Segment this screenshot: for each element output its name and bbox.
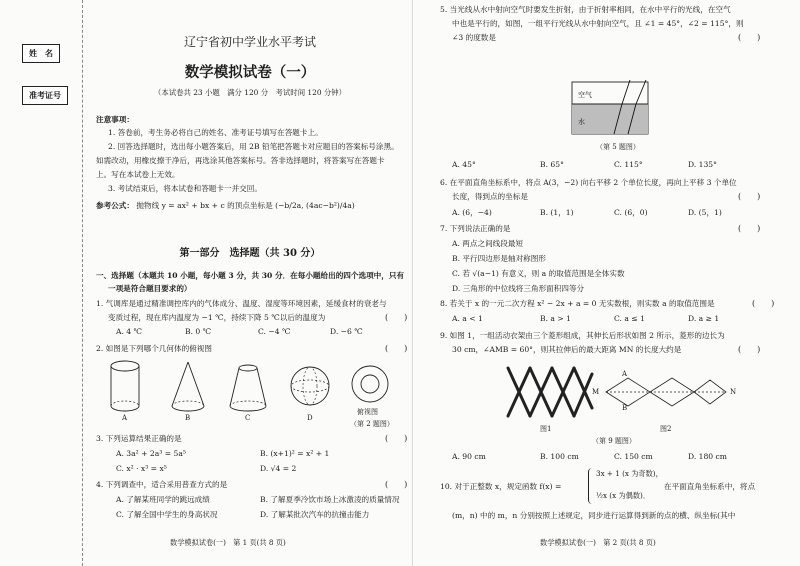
point-m-label: M xyxy=(592,388,600,396)
q1-option-c: C. −4 ℃ xyxy=(258,327,291,336)
q8-option-d: D. a ≥ 1 xyxy=(688,314,720,323)
q3-option-c: C. x² · x³ = x⁵ xyxy=(116,464,167,473)
q9-option-c: C. 150 cm xyxy=(614,452,653,461)
q9-figure-1 xyxy=(500,360,600,422)
note-line: 1. 答卷前，考生务必将自己的姓名、准考证号填写在答题卡上。 xyxy=(108,128,323,137)
answer-paren: ( ) xyxy=(385,480,408,489)
q5-stem: 中也是平行的，如图，一组平行光线从水中射向空气，且 ∠1 = 45°，∠2 = 115°，则 xyxy=(452,19,744,28)
top-view-figure xyxy=(352,366,388,402)
exam-subtitle: （本试卷共 23 小题 满分 120 分 考试时间 120 分钟） xyxy=(153,88,347,97)
section-title: 第一部分 选择题（共 30 分） xyxy=(179,248,321,259)
q7-option-c: C. 若 √(a−1) 有意义，则 a 的取值范围是全体实数 xyxy=(452,269,625,278)
air-label: 空气 xyxy=(578,91,592,99)
q5-caption: （第 5 题图） xyxy=(596,143,640,151)
point-a-label: A xyxy=(622,370,628,378)
formula-vertex: (−b/2a, (4ac−b²)/4a) xyxy=(275,201,355,210)
q3-option-b: B. (x+1)² = x² + 1 xyxy=(260,449,330,458)
q9-figure-2 xyxy=(600,374,730,410)
cylinder-figure xyxy=(111,361,139,411)
q4-option-c: C. 了解全国中学生的身高状况 xyxy=(116,510,218,519)
q1-option-a: A. 4 ℃ xyxy=(116,327,143,336)
q5-option-c: C. 115° xyxy=(614,160,643,169)
q5-option-a: A. 45° xyxy=(452,160,476,169)
binding-line xyxy=(82,0,83,566)
fig-label-a: A xyxy=(122,414,128,422)
q8-stem: 8. 若关于 x 的一元二次方程 x² − 2x + a = 0 无实数根，则实数 a 的取值范围是 xyxy=(440,299,715,308)
q9-option-b: B. 100 cm xyxy=(540,452,579,461)
page-fold xyxy=(412,0,413,566)
q1-stem: 1. 气调库是通过精准调控库内的气体成分、温度、湿度等环境因素，延缓食材的衰老与 xyxy=(96,299,387,308)
q6-stem: 长度，得到点的坐标是 xyxy=(452,192,528,201)
q10-case-even: ½x (x 为偶数)． xyxy=(596,491,651,500)
q5-option-d: D. 135° xyxy=(688,160,717,169)
fig2-label: 图2 xyxy=(660,425,672,433)
q7-stem: 7. 下列说法正确的是 xyxy=(440,224,511,233)
exam-header: 辽宁省初中学业水平考试 xyxy=(183,35,316,49)
q10-stem: (m，n) 中的 m，n 分别按照上述规定，同步进行运算得到新的点的横、纵坐标(其中 xyxy=(452,511,736,520)
q4-option-a: A. 了解某班同学的跳远成绩 xyxy=(116,495,210,504)
q5-option-b: B. 65° xyxy=(540,160,564,169)
formula-text: 抛物线 y = ax² + bx + c 的顶点坐标是 xyxy=(136,201,273,210)
section-instruction: 一、选择题（本题共 10 小题，每小题 3 分，共 30 分．在每小题给出的四个选项中，只有 xyxy=(96,271,405,280)
q8-option-a: A. a < 1 xyxy=(452,314,483,323)
q7-option-a: A. 两点之间线段最短 xyxy=(452,239,524,248)
q6-option-c: C. (6，0) xyxy=(614,208,648,217)
q9-caption: （第 9 题图） xyxy=(592,437,636,445)
q10-stem: 10. 对于正整数 x，规定函数 f(x) = xyxy=(440,482,562,491)
piecewise-brace xyxy=(588,468,594,504)
exam-title: 数学模拟试卷（一） xyxy=(184,64,316,81)
water-label: 水 xyxy=(578,118,585,126)
q3-stem: 3. 下列运算结果正确的是 xyxy=(96,434,182,443)
formula-label: 参考公式： xyxy=(96,201,134,210)
top-view-label: 俯视图 xyxy=(357,408,378,416)
cone-figure xyxy=(172,362,204,411)
sphere-figure xyxy=(291,367,329,405)
q8-option-c: C. a ≤ 1 xyxy=(614,314,645,323)
q7-option-d: D. 三角形的中位线将三角形面积四等分 xyxy=(452,284,585,293)
q4-option-d: D. 了解某批次汽车的抗撞击能力 xyxy=(260,510,370,519)
fig-label-d: D xyxy=(307,414,313,422)
q5-stem: 5. 当光线从水中射向空气时要发生折射，由于折射率相同，在水中平行的光线，在空气 xyxy=(440,5,731,14)
notes-heading: 注意事项： xyxy=(96,115,134,124)
fig-label-b: B xyxy=(185,414,191,422)
q2-stem: 2. 如图是下列哪个几何体的俯视图 xyxy=(96,344,212,353)
q6-option-b: B. (1，1) xyxy=(540,208,574,217)
q5-figure xyxy=(566,78,662,138)
answer-paren: ( ) xyxy=(385,313,408,322)
name-box xyxy=(22,44,60,63)
frustum-figure xyxy=(230,365,266,411)
q7-option-b: B. 平行四边形是轴对称图形 xyxy=(452,254,546,263)
page-footer-left: 数学模拟试卷(一) 第 1 页(共 8 页) xyxy=(170,538,286,547)
q3-option-d: D. √4 = 2 xyxy=(260,464,297,473)
q4-option-b: B. 了解夏季冷饮市场上冰激凌的质量情况 xyxy=(260,495,400,504)
ticket-number-box xyxy=(22,86,68,105)
note-line: 2. 回答选择题时，选出每小题答案后，用 2B 铅笔把答题卡对应题目的答案标号涂黑。 xyxy=(108,142,399,151)
answer-paren: ( ) xyxy=(738,224,761,233)
fig1-label: 图1 xyxy=(540,425,552,433)
q1-option-d: D. −6 ℃ xyxy=(330,327,363,336)
point-n-label: N xyxy=(730,388,737,396)
point-b-label: B xyxy=(622,404,628,412)
q9-stem: 30 cm，∠AMB = 60°，则其拉伸后的最大距离 MN 的长度大约是 xyxy=(452,345,682,354)
answer-paren: ( ) xyxy=(738,33,761,42)
note-line: 3. 考试结束后，将本试卷和答题卡一并交回。 xyxy=(108,184,262,193)
answer-paren: ( ) xyxy=(738,345,761,354)
ticket-label: 准考证号 xyxy=(29,90,61,100)
q5-stem: ∠3 的度数是 xyxy=(452,33,496,42)
q3-option-a: A. 3a² + 2a³ = 5a⁵ xyxy=(116,449,186,458)
q6-option-d: D. (5，1) xyxy=(688,208,722,217)
q9-stem: 9. 如图 1，一组活动衣架由三个菱形组成，其伸长后形状如图 2 所示，菱形的边长为 xyxy=(440,331,725,340)
answer-paren: ( ) xyxy=(385,434,408,443)
note-line: 上。写在本试卷上无效。 xyxy=(96,170,180,179)
q10-stem: 在平面直角坐标系中，将点 xyxy=(664,482,756,491)
answer-paren: ( ) xyxy=(752,299,775,308)
answer-paren: ( ) xyxy=(385,344,408,353)
q10-case-odd: 3x + 1 (x 为奇数)， xyxy=(596,469,663,478)
q1-option-b: B. 0 ℃ xyxy=(185,327,212,336)
section-instruction: 一项是符合题目要求的） xyxy=(108,284,192,293)
q9-option-d: D. 180 cm xyxy=(688,452,728,461)
q9-option-a: A. 90 cm xyxy=(452,452,486,461)
q6-stem: 6. 在平面直角坐标系中，将点 A(3，−2) 向右平移 2 个单位长度，再向上平移 3 个单位 xyxy=(440,178,737,187)
q4-stem: 4. 下列调查中，适合采用普查方式的是 xyxy=(96,480,228,489)
answer-paren: ( ) xyxy=(738,192,761,201)
note-line: 如需改动，用橡皮擦干净后，再选涂其他答案标号。答非选择题时，将答案写在答题卡 xyxy=(96,156,385,165)
q8-option-b: B. a > 1 xyxy=(540,314,571,323)
q6-option-a: A. (6，−4) xyxy=(452,208,492,217)
page-footer-right: 数学模拟试卷(一) 第 2 页(共 8 页) xyxy=(540,538,656,547)
q2-caption: （第 2 题图） xyxy=(350,420,394,428)
q1-stem: 变质过程，现在库内温度为 −1 ℃，持续下降 5 ℃以后的温度为 xyxy=(108,313,326,322)
name-label: 姓 名 xyxy=(29,48,53,58)
fig-label-c: C xyxy=(245,414,251,422)
